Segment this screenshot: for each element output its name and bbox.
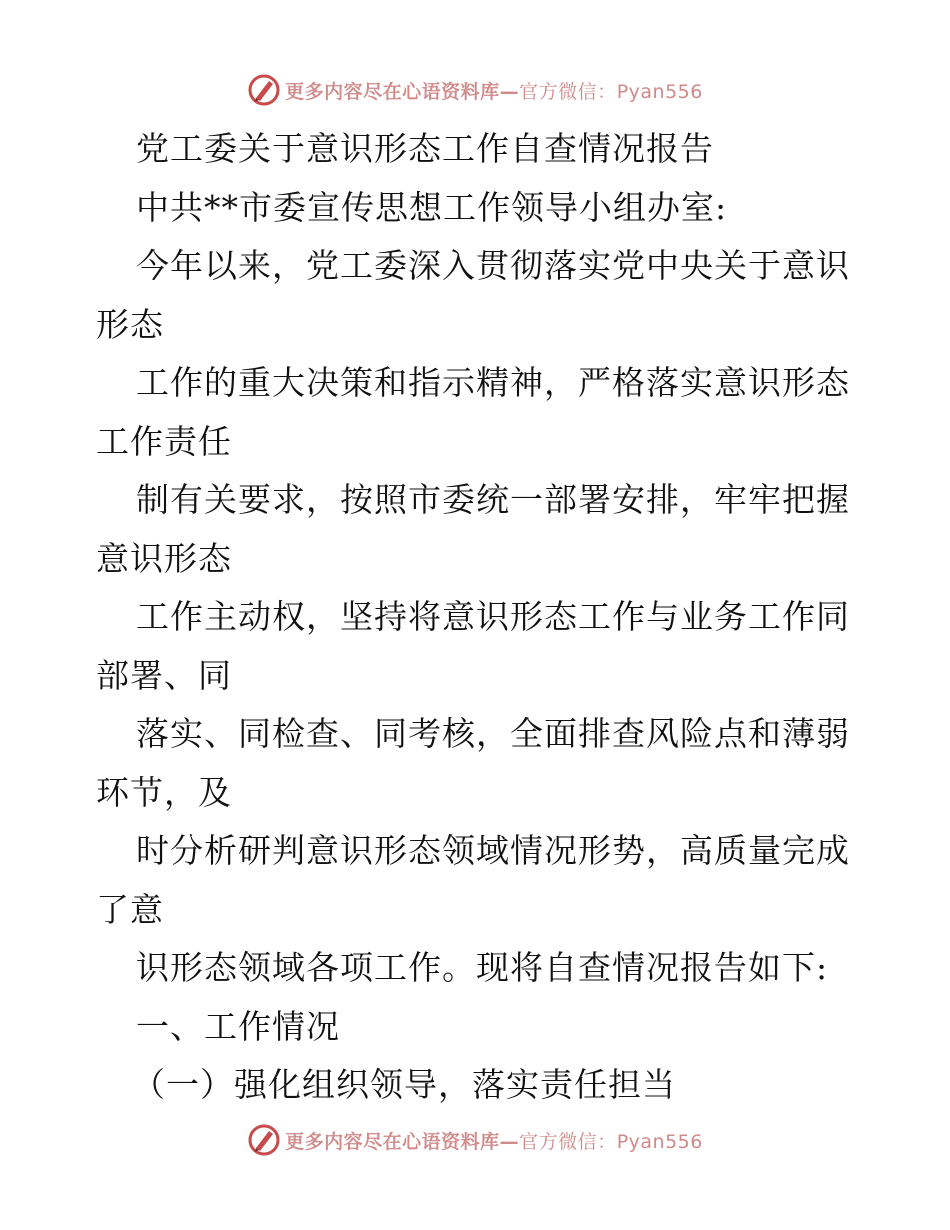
- body-line: 工作主动权，坚持将意识形态工作与业务工作同: [136, 597, 850, 636]
- document-addressee: 中共**市委宣传思想工作领导小组办室:: [136, 187, 728, 227]
- body-line: 工作的重大决策和指示精神，严格落实意识形态: [136, 363, 850, 402]
- watermark-wechat-id: Pyan556: [616, 1130, 703, 1153]
- section-heading: 一、工作情况: [136, 1006, 340, 1046]
- watermark-separator: —: [499, 1130, 520, 1153]
- body-line: 形态: [96, 304, 164, 344]
- subsection-heading: （一）强化组织领导，落实责任担当: [132, 1065, 676, 1104]
- watermark-site-text: 更多内容尽在心语资料库: [285, 80, 500, 103]
- pen-logo-icon: [247, 1123, 281, 1157]
- pen-logo-icon: [247, 73, 281, 107]
- body-line: 意识形态: [96, 538, 232, 578]
- watermark-header: [0, 70, 950, 110]
- watermark-separator: —: [499, 80, 520, 103]
- document-title: 党工委关于意识形态工作自查情况报告: [136, 129, 714, 168]
- watermark-wechat-label: 官方微信：: [519, 80, 617, 103]
- watermark-site-text: 更多内容尽在心语资料库: [285, 1130, 500, 1153]
- body-line: 今年以来，党工委深入贯彻落实党中央关于意识: [136, 246, 850, 285]
- body-line: 时分析研判意识形态领域情况形势，高质量完成: [136, 831, 850, 870]
- document-body: [96, 120, 856, 1115]
- body-line: 识形态领域各项工作。现将自查情况报告如下:: [136, 948, 829, 987]
- watermark-wechat-id: Pyan556: [616, 80, 703, 103]
- body-line: 部署、同: [96, 655, 232, 695]
- body-line: 落实、同检查、同考核，全面排查风险点和薄弱: [136, 714, 850, 753]
- watermark-wechat-label: 官方微信：: [519, 1130, 617, 1153]
- watermark-footer: [0, 1120, 950, 1160]
- body-line: 制有关要求，按照市委统一部署安排，牢牢把握: [136, 480, 850, 519]
- body-line: 工作责任: [96, 421, 232, 461]
- body-line: 了意: [96, 889, 164, 929]
- body-line: 环节，及: [96, 772, 232, 812]
